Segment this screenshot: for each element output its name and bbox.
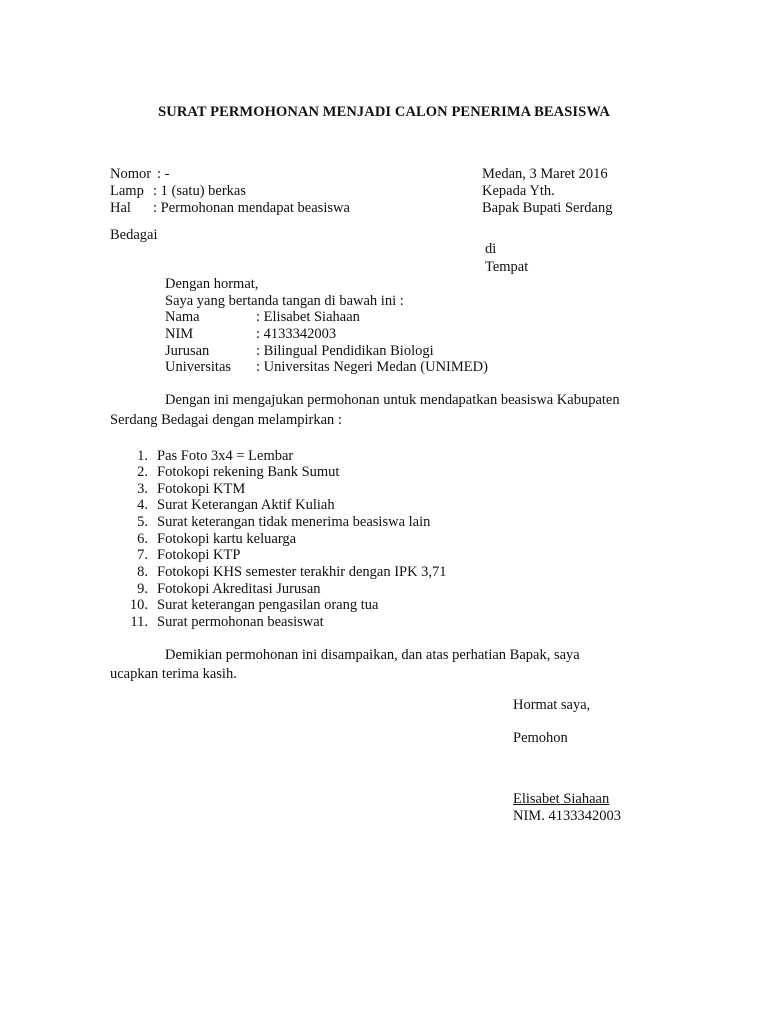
list-item: Fotokopi KHS semester terakhir dengan IPK 3,71	[157, 564, 447, 580]
tempat-label: Tempat	[485, 259, 529, 275]
list-item: Surat permohonan beasiswat	[157, 614, 324, 630]
list-number: 9.	[137, 581, 148, 597]
signature-role: Pemohon	[513, 730, 568, 746]
list-number: 4.	[137, 497, 148, 513]
kepada-yth: Kepada Yth.	[482, 183, 555, 199]
identity-label: Universitas	[165, 359, 232, 375]
list-item: Pas Foto 3x4 = Lembar	[157, 448, 294, 464]
list-number: 5.	[137, 514, 148, 530]
hal-value: : Permohonan mendapat beasiswa	[153, 200, 350, 216]
identity-label: Jurusan	[165, 343, 210, 359]
identity-label: NIM	[165, 326, 194, 342]
signature-nim: NIM. 4133342003	[513, 808, 621, 824]
identity-value: : 4133342003	[256, 326, 337, 342]
body-paragraph-line-1: Dengan ini mengajukan permohonan untuk mendapatkan beasiswa Kabupaten	[165, 392, 620, 408]
place-date: Medan, 3 Maret 2016	[482, 166, 608, 182]
list-number: 3.	[137, 481, 148, 497]
greeting: Dengan hormat,	[165, 276, 259, 292]
list-item: Surat Keterangan Aktif Kuliah	[157, 497, 335, 513]
closing-line-1: Demikian permohonan ini disampaikan, dan atas perhatian Bapak, saya	[165, 647, 580, 663]
list-number: 10.	[129, 597, 148, 613]
lamp-label: Lamp	[110, 183, 144, 199]
list-number: 11.	[130, 614, 148, 630]
list-number: 8.	[137, 564, 148, 580]
lamp-value: : 1 (satu) berkas	[153, 183, 247, 199]
identity-label: Nama	[165, 309, 200, 325]
list-item: Surat keterangan pengasilan orang tua	[157, 597, 379, 613]
hal-label: Hal	[110, 200, 131, 216]
list-number: 6.	[137, 531, 148, 547]
intro-text: Saya yang bertanda tangan di bawah ini :	[165, 293, 404, 309]
signature-salutation: Hormat saya,	[513, 697, 591, 713]
nomor-label: Nomor	[110, 166, 152, 182]
list-item: Surat keterangan tidak menerima beasiswa lain	[157, 514, 431, 530]
list-item: Fotokopi Akreditasi Jurusan	[157, 581, 321, 597]
list-number: 1.	[137, 448, 148, 464]
signature-name: Elisabet Siahaan	[513, 791, 610, 807]
di-label: di	[485, 241, 497, 257]
list-item: Fotokopi kartu keluarga	[157, 531, 297, 547]
recipient-line-2: Bedagai	[110, 227, 158, 243]
list-number: 2.	[137, 464, 148, 480]
identity-value: : Elisabet Siahaan	[256, 309, 360, 325]
list-item: Fotokopi KTP	[157, 547, 241, 563]
nomor-value: : -	[157, 166, 170, 182]
list-number: 7.	[137, 547, 148, 563]
list-item: Fotokopi KTM	[157, 481, 246, 497]
letter-title: SURAT PERMOHONAN MENJADI CALON PENERIMA BEASISWA	[158, 104, 610, 120]
identity-value: : Universitas Negeri Medan (UNIMED)	[256, 359, 488, 375]
body-paragraph-line-2: Serdang Bedagai dengan melampirkan :	[110, 412, 342, 428]
closing-line-2: ucapkan terima kasih.	[110, 666, 237, 682]
identity-value: : Bilingual Pendidikan Biologi	[256, 343, 434, 359]
recipient-line-1: Bapak Bupati Serdang	[482, 200, 613, 216]
list-item: Fotokopi rekening Bank Sumut	[157, 464, 340, 480]
